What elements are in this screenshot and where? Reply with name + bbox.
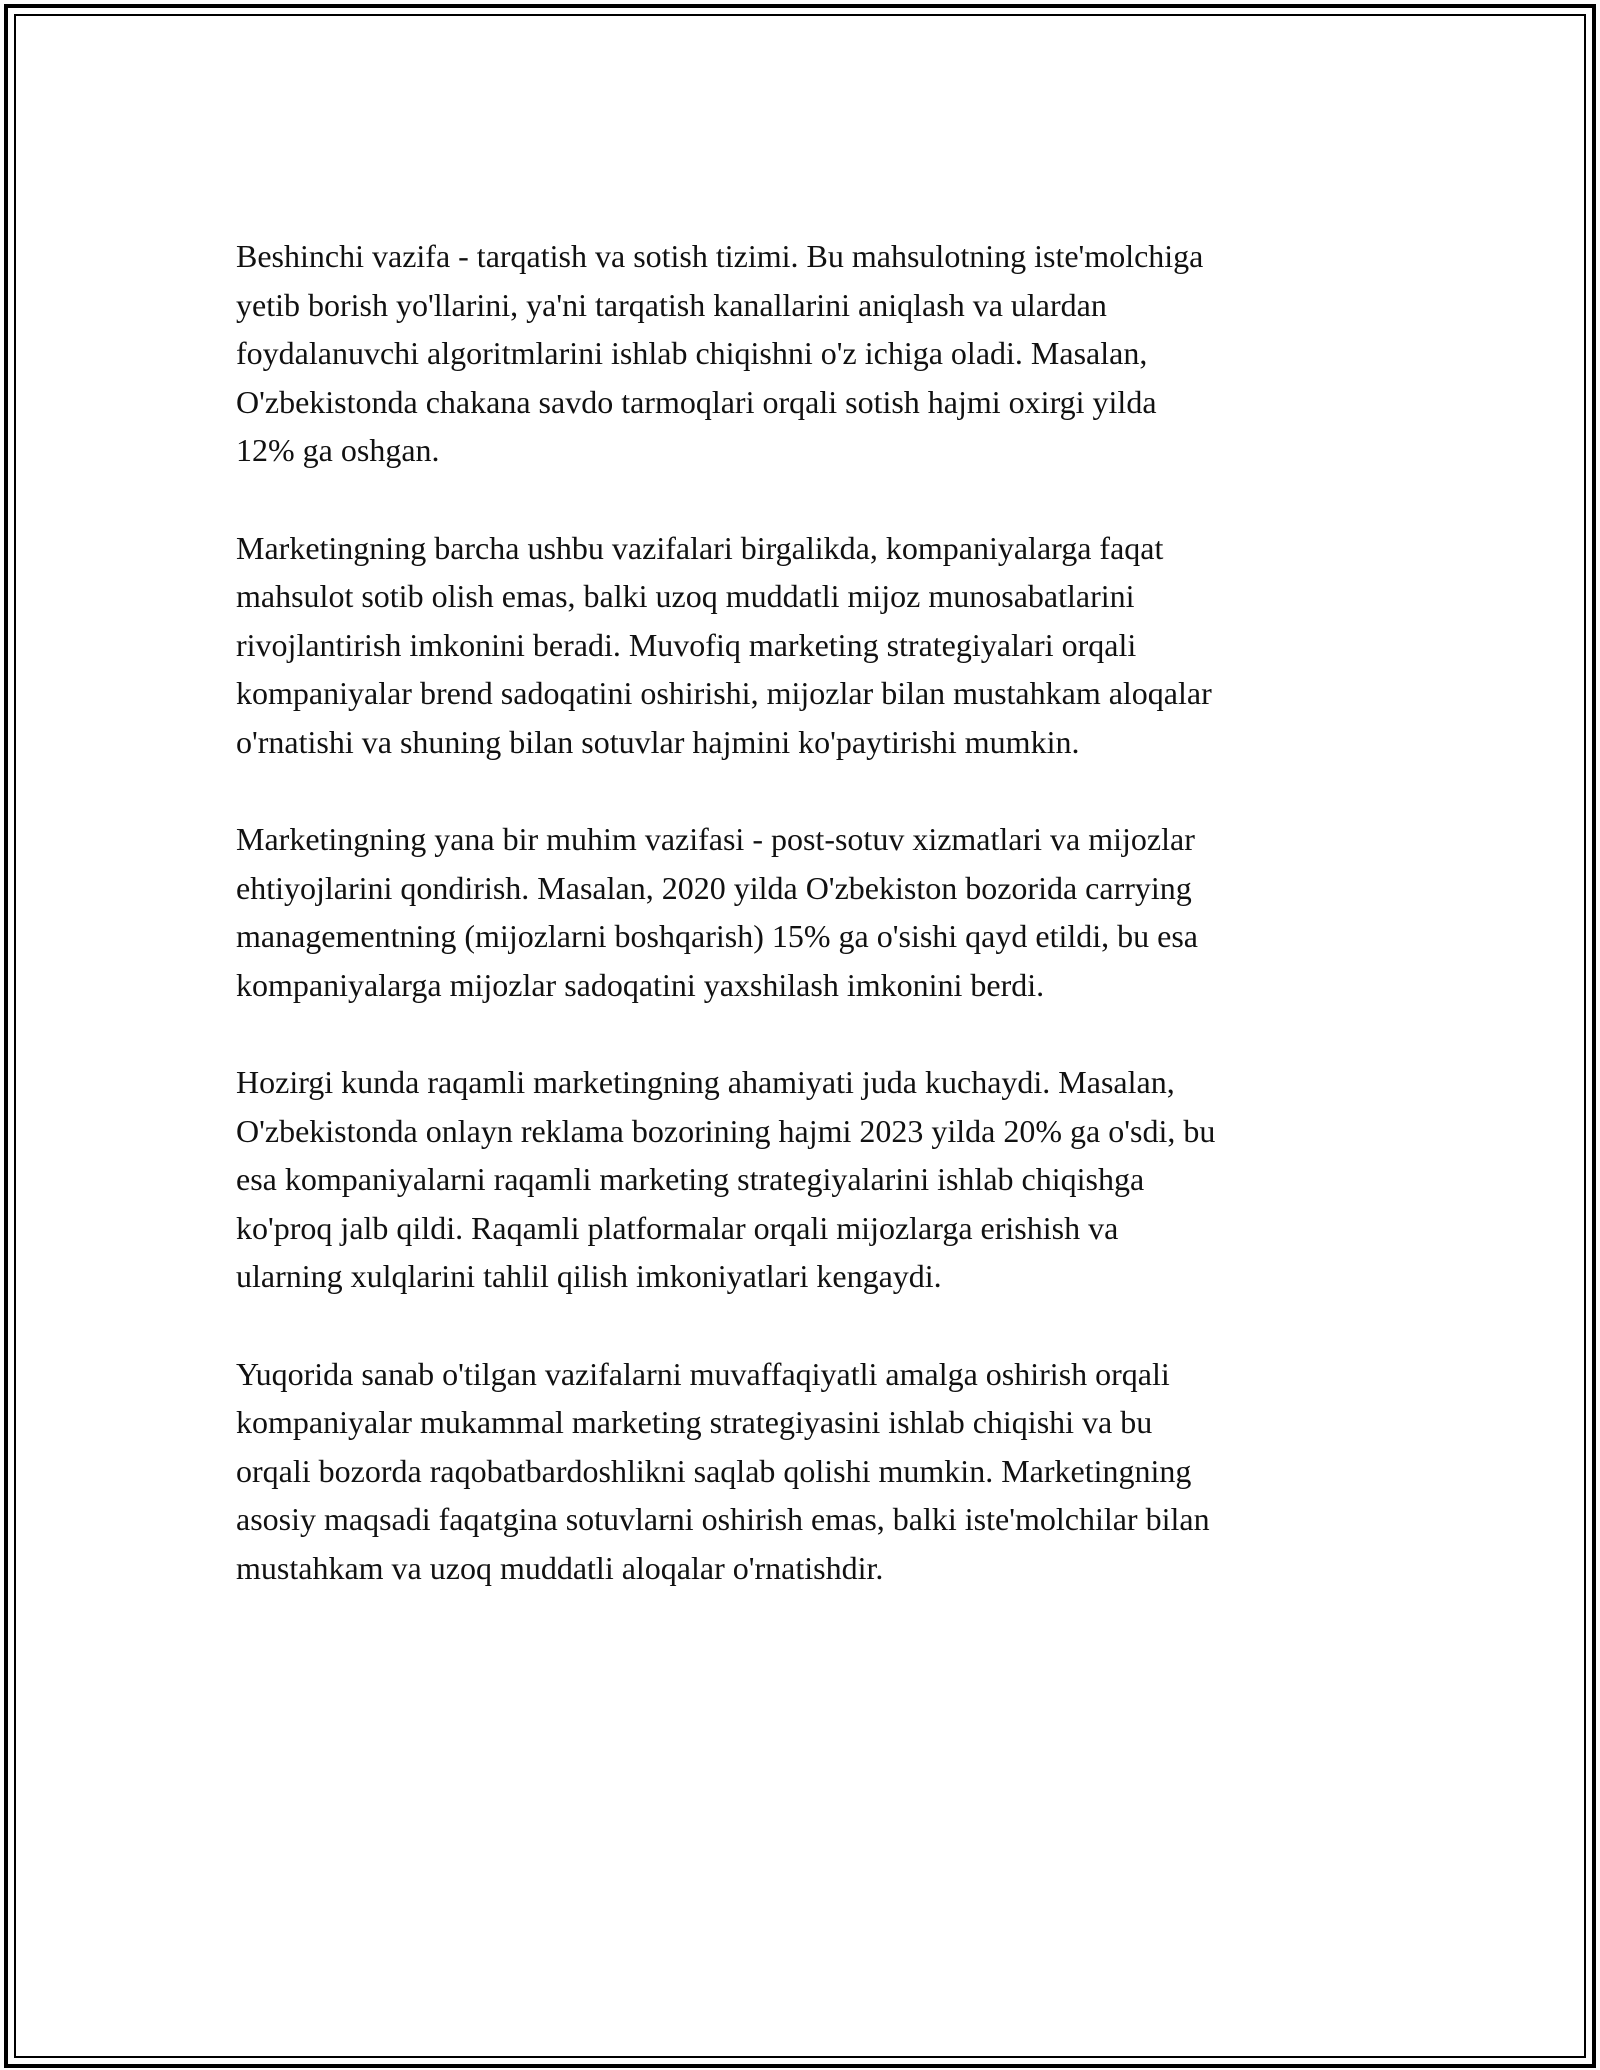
text-line: Marketingning barcha ushbu vazifalari birgalikda, kompaniyalarga faqat [236,529,1164,566]
text-line: ko'proq jalb qildi. Raqamli platformalar orqali mijozlarga erishish va [236,1209,1119,1246]
text-line: orqali bozorda raqobatbardoshlikni saqlab qolishi mumkin. Marketingning [236,1452,1192,1489]
text-line: managementning (mijozlarni boshqarish) 15% ga o'sishi qayd etildi, bu esa [236,918,1198,954]
text-line: O'zbekistonda chakana savdo tarmoqlari orqali sotish hajmi oxirgi yilda [236,383,1157,420]
text-line: ehtiyojlarini qondirish. Masalan, 2020 yilda O'zbekiston bozorida carrying [236,869,1192,906]
text-line: mustahkam va uzoq muddatli aloqalar o'rnatishdir. [236,1549,884,1586]
text-line: 12% ga oshgan. [236,432,440,468]
text-line: foydalanuvchi algoritmlarini ishlab chiqishni o'z ichiga oladi. Masalan, [236,335,1148,371]
text-line: Hozirgi kunda raqamli marketingning ahamiyati juda kuchaydi. Masalan, [236,1064,1175,1100]
document-body [236,232,1376,1641]
text-line: kompaniyalarga mijozlar sadoqatini yaxshilash imkonini berdi. [236,966,1045,1003]
paragraph-2 [236,524,1376,767]
text-line: asosiy maqsadi faqatgina sotuvlarni oshirish emas, balki iste'molchilar bilan [236,1501,1210,1537]
text-line: yetib borish yo'llarini, ya'ni tarqatish kanallarini aniqlash va ulardan [236,286,1107,323]
paragraph-4 [236,1058,1376,1301]
text-line: Yuqorida sanab o'tilgan vazifalarni muvaffaqiyatli amalga oshirish orqali [236,1355,1170,1392]
text-line: o'rnatishi va shuning bilan sotuvlar hajmini ko'paytirishi mumkin. [236,723,1080,760]
paragraph-3 [236,815,1376,1009]
text-line: rivojlantirish imkonini beradi. Muvofiq marketing strategiyalari orqali [236,626,1137,663]
text-line: kompaniyalar brend sadoqatini oshirishi, mijozlar bilan mustahkam aloqalar [236,675,1212,711]
text-line: O'zbekistonda onlayn reklama bozorining hajmi 2023 yilda 20% ga o'sdi, bu [236,1112,1216,1149]
paragraph-1 [236,232,1376,475]
text-line: Beshinchi vazifa - tarqatish va sotish tizimi. Bu mahsulotning iste'molchiga [236,238,1204,274]
text-line: esa kompaniyalarni raqamli marketing strategiyalarini ishlab chiqishga [236,1161,1145,1197]
text-line: mahsulot sotib olish emas, balki uzoq muddatli mijoz munosabatlarini [236,578,1135,614]
text-line: kompaniyalar mukammal marketing strategiyasini ishlab chiqishi va bu [236,1404,1153,1440]
text-line: Marketingning yana bir muhim vazifasi - post-sotuv xizmatlari va mijozlar [236,821,1195,857]
text-line: ularning xulqlarini tahlil qilish imkoniyatlari kengaydi. [236,1258,942,1294]
paragraph-5 [236,1350,1376,1593]
